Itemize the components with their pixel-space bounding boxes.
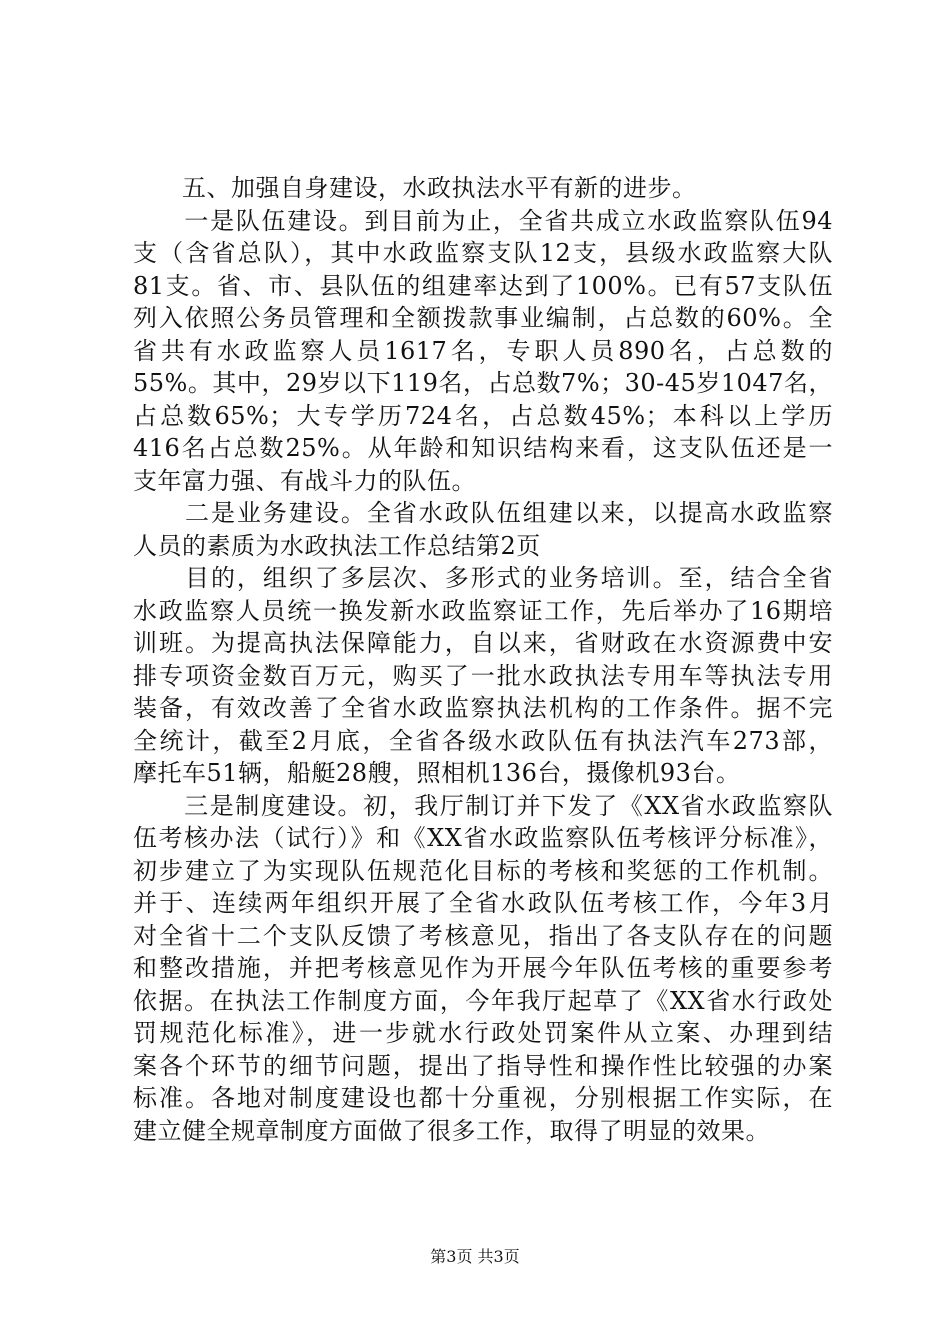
page-footer: 第3页 共3页 bbox=[430, 1247, 520, 1266]
text-line: 目的，组织了多层次、多形式的业务培训。至，结合全省 bbox=[133, 564, 833, 592]
text-line: 和整改措施，并把考核意见作为开展今年队伍考核的重要参考 bbox=[133, 954, 833, 982]
text-line: 支（含省总队），其中水政监察支队12支，县级水政监察大队 bbox=[133, 239, 833, 267]
text-line: 摩托车51辆，船艇28艘，照相机136台，摄像机93台。 bbox=[133, 759, 741, 787]
text-line: 一是队伍建设。到目前为止，全省共成立水政监察队伍94 bbox=[133, 206, 833, 235]
text-line: 81支。省、市、县队伍的组建率达到了100%。已有57支队伍 bbox=[133, 271, 833, 300]
text-line: 初步建立了为实现队伍规范化目标的考核和奖惩的工作机制。 bbox=[133, 856, 833, 885]
text-line: 装备，有效改善了全省水政监察执法机构的工作条件。据不完 bbox=[133, 694, 833, 722]
text-line: 建立健全规章制度方面做了很多工作，取得了明显的效果。 bbox=[133, 1116, 770, 1145]
text-line: 水政监察人员统一换发新水政监察证工作，先后举办了16期培 bbox=[133, 596, 833, 625]
text-line: 并于、连续两年组织开展了全省水政队伍考核工作，今年3月 bbox=[133, 889, 833, 917]
text-line: 列入依照公务员管理和全额拨款事业编制，占总数的60%。全 bbox=[133, 304, 833, 332]
text-line: 416名占总数25%。从年龄和知识结构来看，这支队伍还是一 bbox=[133, 434, 833, 462]
text-line: 训班。为提高执法保障能力，自以来，省财政在水资源费中安 bbox=[133, 629, 833, 657]
text-line: 人员的素质为水政执法工作总结第2页 bbox=[133, 531, 541, 560]
text-line: 排专项资金数百万元，购买了一批水政执法专用车等执法专用 bbox=[133, 661, 833, 690]
text-line: 罚规范化标准》，进一步就水行政处罚案件从立案、办理到结 bbox=[133, 1019, 833, 1047]
text-line: 对全省十二个支队反馈了考核意见，指出了各支队存在的问题 bbox=[133, 921, 833, 950]
text-line: 全统计，截至2月底，全省各级水政队伍有执法汽车273部， bbox=[133, 726, 833, 755]
text-line: 五、加强自身建设，水政执法水平有新的进步。 bbox=[133, 174, 697, 202]
text-line: 伍考核办法（试行）》和《XX省水政监察队伍考核评分标准》， bbox=[133, 824, 833, 852]
document-body bbox=[133, 172, 833, 1147]
text-line: 标准。各地对制度建设也都十分重视，分别根据工作实际，在 bbox=[133, 1084, 833, 1112]
text-line: 二是业务建设。全省水政队伍组建以来，以提高水政监察 bbox=[133, 499, 833, 527]
text-line: 占总数65%；大专学历724名，占总数45%；本科以上学历 bbox=[133, 401, 833, 430]
text-line: 三是制度建设。初，我厅制订并下发了《XX省水政监察队 bbox=[133, 791, 833, 820]
text-line: 依据。在执法工作制度方面，今年我厅起草了《XX省水行政处 bbox=[133, 986, 833, 1015]
text-line: 案各个环节的细节问题，提出了指导性和操作性比较强的办案 bbox=[133, 1051, 833, 1080]
text-line: 支年富力强、有战斗力的队伍。 bbox=[133, 466, 476, 495]
text-line: 55%。其中，29岁以下119名，占总数7%；30-45岁1047名， bbox=[133, 369, 833, 397]
text-line: 省共有水政监察人员1617名，专职人员890名，占总数的 bbox=[133, 336, 833, 365]
